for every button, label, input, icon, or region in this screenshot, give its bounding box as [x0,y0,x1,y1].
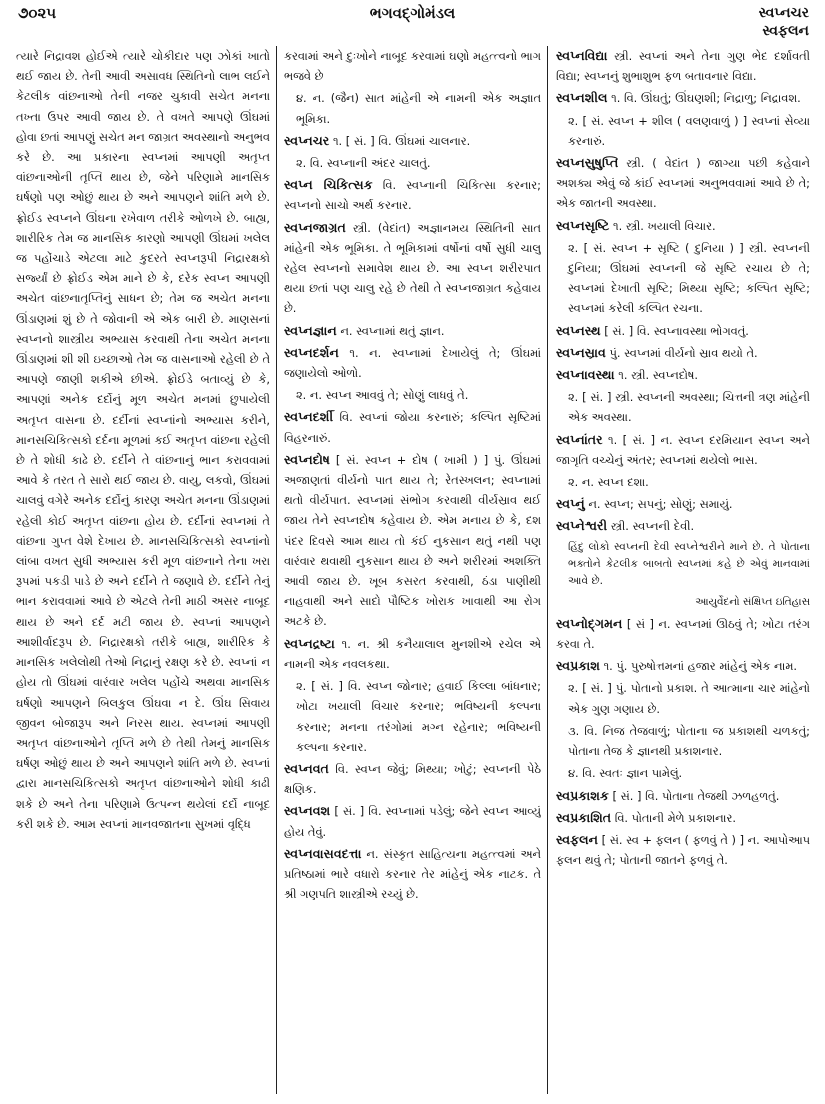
dictionary-entry [284,759,541,799]
dictionary-entry [556,494,810,514]
dictionary-entry [284,131,541,151]
entry-definition: ન. સ્વપ્ન; સપનું; સોણું; સમાયું. [588,497,733,512]
entry-headword: સ્વપ્નસૃષ્ટિ [556,217,610,233]
entry-definition: વિ. સ્વપ્નાં જોયા કરનારું; કલ્પિત સૃષ્ટિમાં વિહરનારું. [284,410,541,445]
entry-definition: ન. સ્વપ્નામાં થતું જ્ઞાન. [340,323,445,338]
entry-definition: [ સં. સ્વ + ફલન ( ફળવું તે ) ] ન. આપોઆપ ફલન થવું તે; પોતાની જાતને ફળવું તે. [556,832,810,868]
entry-definition: [ સં. સ્વપ્ન + દોષ ( ખામી ) ] પું. ઊંઘમાં અજાણતાં વીર્યનો પાત થાય તે; રેતસ્ખલન; સ્વપ્નામાં થતો વીર્યપાત. સ્વપ્નમાં સંભોગ કરવાથી વીર્યસ્રાવ થઈ જાય તેને સ્વપ્નદોષ કહેવાય છે. એમ મનાય છે કે, દશ પંદર દિવસે આમ થાય તો કંઈ નુકસાન થતું નથી પણ વારંવાર થવાથી નુકસાન થાય છે અને શરીરમાં અશક્તિ આવી જાય છે. ખૂબ કસરત કરવાથી, ઠંડા પાણીથી નાહવાથી અને સાદો પૌષ્ટિક ખોરાક ખાવાથી આ રોગ અટકે છે. [284,452,541,629]
entry-definition: ૧. [ સં. ] વિ. ઊંઘમાં ચાલનાર. [332,133,471,148]
dictionary-entry [556,516,810,536]
entry-definition: ૧. પું. પુરુષોત્તમનાં હજાર માંહેનું એક નામ. [603,659,797,674]
entry-headword: સ્વપ્નવશ [284,803,331,819]
page-number: ૭૦૨૫ [18,4,57,22]
dictionary-entry [284,801,541,841]
entry-headword: સ્વપ્નવિદ્યા [556,48,608,63]
dictionary-entry [556,46,810,86]
entry-headword: સ્વપ્નેશ્વરી [556,518,608,534]
entry-definition: ૧. [ સં. ] ન. સ્વપ્ન દરમિયાન સ્વપ્ન અને જાગૃતિ વચ્ચેનું અંતર; સ્વપ્નમાં થયેલો ભાસ. [556,432,810,467]
dictionary-entry [556,88,810,108]
entry-definition: ૨. ન. સ્વપ્ન આવવું તે; સોણું લાધવું તે. [296,388,469,403]
entry-definition: ૧. ન. સ્વપ્નામાં દેખાયેલું તે; ઊંઘમાં જણાયેલો ઓળો. [284,345,541,381]
column-2 [284,46,541,1094]
entry-headword: સ્વપ્રકાશક [556,787,609,803]
dictionary-entry [556,430,810,470]
entry-definition: વિ. સ્વપ્ન જેવું; મિથ્યા; ખોટું; સ્વપ્નની પેઠે ક્ષણિક. [284,761,541,797]
entry-headword: સ્વપ્નજ્ઞાન [284,322,337,338]
entry-headword: સ્વપ્નાંતર [556,431,603,447]
dictionary-entry [556,111,810,151]
entry-definition: ૧. સ્ત્રી. સ્વપ્નદોષ. [618,368,698,383]
entry-definition: ૨. [ સં. ] સ્ત્રી. સ્વપ્નની અવસ્થા; ચિત્તની ત્રણ માંહેની એક અવસ્થા. [568,390,810,425]
entry-definition: ૪. ન. (જૈન) સાત માંહેની એ નામની એક અજ્ઞાત ભૂમિકા. [296,91,541,126]
dictionary-entry [556,238,810,319]
dictionary-entry [284,343,541,383]
column-3 [556,46,810,1094]
entry-definition: ૨. [ સં. ] વિ. સ્વપ્ન જોનાર; હવાઈ કિલ્લા બાંધનાર; ખોટા ખયાલી વિચાર કરનાર; ભવિષ્યની કલ્પના કરનાર; મનના તરંગોમાં મગ્ન રહેનાર; ભવિષ્યની કલ્પના કરનાર. [296,679,541,754]
dictionary-entry [556,472,810,492]
column-1 [16,46,270,1094]
dictionary-entry [284,634,541,674]
guide-word-bottom: સ્વફલન [762,23,809,39]
dictionary-entry [556,321,810,341]
dictionary-entry [284,407,541,447]
dictionary-entry [284,676,541,757]
entry-definition: ૧. વિ. ઊંઘતું; ઊંઘણશી; નિદ્રાળુ; નિદ્રાવશ. [611,91,801,106]
entry-definition: ૪. વિ. સ્વતઃ જ્ઞાન પામેલું. [568,766,683,781]
entry-definition: સ્ત્રી. સ્વપ્નની દેવી. [610,519,695,534]
entry-definition: [ સં. ] વિ. પોતાના તેજથી ઝળહળતું. [612,788,780,803]
guide-words [759,4,809,40]
entry-definition: ૨. [ સં. ] પું. પોતાનો પ્રકાશ. તે આત્માના ચાર માંહેનો એક ગુણ ગણાય છે. [568,681,810,716]
entry-definition: ૧. ન. શ્રી કનૈયાલાલ મુનશીએ રચેલ એ નામની એક નવલકથા. [284,636,541,671]
entry-definition: વિ. સ્વપ્નાની ચિકિત્સા કરનાર; સ્વપ્નનો સાચો અર્થ કરનાર. [284,178,541,213]
dictionary-entry [556,830,810,870]
dictionary-entry [556,763,810,783]
dictionary-entry [284,46,541,86]
dictionary-entry [556,592,810,612]
entry-definition: કરવામાં અને દુઃખોને નાબૂદ કરવામાં ઘણો મહત્ત્વનો ભાગ ભજવે છે [284,49,541,84]
entry-headword: સ્વપ્નાવસ્થા [556,367,615,383]
dictionary-entry [284,153,541,173]
entry-headword: સ્વપ્નસ્થ [556,322,601,338]
entry-definition: ન. સંસ્કૃત સાહિત્યના મહત્ત્વમાં અને પ્રતિષ્ઠામાં ભારે વધારો કરનાર તેર માંહેનું એક નાટક. તે શ્રી ગણપતિ શાસ્ત્રીએ રચ્યું છે. [284,846,541,902]
dictionary-entry [556,614,810,654]
entry-definition: [ સં ] ન. સ્વપ્નમાં ઊઠવું તે; ખોટા તરંગ કરવા તે. [556,616,810,652]
entry-definition: ૨. [ સં. સ્વપ્ન + શીલ ( વલણવાળું ) ] સ્વપ્નાં સેવ્યા કરનારું. [568,113,810,148]
entry-definition: ૩. વિ. નિજ તેજવાળું; પોતાના જ પ્રકાશથી ચળકતું; પોતાના તેજ કે જ્ઞાનથી પ્રકાશનાર. [568,723,810,759]
entry-definition: ૨. [ સં. સ્વપ્ન + સૃષ્ટિ ( દુનિયા ) ] સ્ત્રી. સ્વપ્નની દુનિયા; ઊંઘમાં સ્વપ્નની જે સૃષ્ટિ રચાય છે તે; સ્વપ્નમાં દેખાતી સૃષ્ટિ; મિથ્યા સૃષ્ટિ; કલ્પિત સૃષ્ટિ; સ્વપ્નમાં કરેલી કલ્પિત રચના. [568,240,810,316]
entry-headword: સ્વપ્નું [556,496,585,512]
entry-definition: હિંદુ લોકો સ્વપ્નની દેવી સ્વપ્નેશ્વરીને માને છે. તે પોતાના ભક્તોને કેટલીક બાબતો સ્વપ્નમાં કહે છે એવું માનવામાં આવે છે. [568,540,810,587]
entry-definition: [ સં. ] વિ. સ્વપ્નામાં પડેલું; જેને સ્વપ્ન આવ્યું હોય તેવું. [284,804,541,839]
entry-headword: સ્વપ્નવાસવદત્તા [284,845,362,861]
entry-headword: સ્વપ્રકાશિત [556,809,612,825]
dictionary-entry [284,88,541,128]
dictionary-entry [284,450,541,632]
dictionary-entry [556,216,810,236]
dictionary-entry [284,218,541,319]
entry-headword: સ્વપ્નદર્શી [284,409,334,425]
entry-headword: સ્વપ્નસુષુપ્તિ [556,155,619,171]
dictionary-entry [284,175,541,215]
dictionary-entry [284,844,541,905]
entry-definition: સ્ત્રી. ( વેદાંત ) જાગ્યા પછી કહેવાને અશક્ય એવું જે કાંઈ સ્વપ્નમાં અનુભવવામાં આવે છે તે; એક જાતની અવસ્થા. [556,156,810,211]
entry-definition: ૨. વિ. સ્વપ્નાની અંદર ચાલતું. [296,156,431,171]
entry-headword: સ્વપ્નચર [284,132,330,148]
column-divider [547,46,548,1094]
column-divider [276,46,277,1094]
dictionary-entry [284,385,541,405]
dictionary-entry [556,656,810,676]
entry-headword: સ્વફલન [556,831,598,847]
entry-headword: સ્વપ્નસ્રાવ [556,344,606,360]
entry-definition: આયુર્વેદનો સંક્ષિપ્ત ઇતિહાસ [695,595,810,608]
continuation-paragraph: ત્યારે નિદ્રાવશ હોઈએ ત્યારે ચોકીદાર પણ ઝોકાં ખાતો થઈ જાય છે. તેની આવી અસાવધ સ્થિતિનો લાભ લઈને કેટલીક વાંછનાઓ તેની નજર ચુકાવી સચેત મનના તખ્તા ઉપર આવી જાય છે. તે વખતે આપણે ઊંઘમાં હોવા છતાં આપણું સચેત મન જાગ્રત અવસ્થાનો અનુભવ કરે છે. આ પ્રકારના સ્વપ્નમાં આપણી અતૃપ્ત વાંછનાઓની તૃપ્તિ થાય છે, જેને પરિણામે માનસિક ઘર્ષણો પણ ઓછું થાય છે અને આપણને શાંતિ મળે છે. ફ્રોઈડ સ્વપ્નને ઊંઘના રખેવાળ તરીકે ઓળખે છે. બાહ્ય, શારીરિક તેમ જ માનસિક કારણો આપણી ઊંઘમાં ખલેલ જ પહોંચાડે એટલા માટે કુદરતે સ્વપ્નરૂપી નિદ્રારક્ષકો સર્જ્યાં છે ફ્રોઈડ એમ માને છે કે, દરેક સ્વપ્ન આપણી અચેત વાંછનાતૃપ્તિનું સાધન છે; તેમ જ અચેત મનના ઊંડાણમાં શું છે તે જોવાની એ એક બારી છે. માણસનાં સ્વપ્નનો શાસ્ત્રીય અભ્યાસ કરવાથી તેના અચેત મનના ઊંડાણમાં શી શી ઇચ્છાઓ તેમ જ વાસનાઓ રહેલી છે તે આપણે જાણી શકીએ છીએ. ફ્રોઈડે બતાવ્યું છે કે, આપણાં અનેક દર્દોનું મૂળ અચેત મનમાં છુપાયેલી અતૃપ્ત વાસના છે. દર્દીનાં સ્વપ્નાંનો અભ્યાસ કરીને, માનસચિકિત્સકો દર્દના મૂળમાં કઈ અતૃપ્ત વાંછના રહેલી છે તે શોધી કાઢે છે. દર્દીને તે વાંછનાનું ભાન કરાવવામાં આવે કે તરત તે સારો થઈ જાય છે. વાયુ, લકવો, ઊંઘમાં ચાલવું વગેરે અનેક દર્દોનું કારણ અચેત મનના ઊંડાણમાં રહેલી કોઈ અતૃપ્ત વાંછના હોય છે. દર્દીનાં સ્વપ્નમાં તે વાંછના ગુપ્ત વેશે દેખાય છે. માનસચિકિત્સકો સ્વપ્નાંનો લાંબા વખત સુધી અભ્યાસ કરી મૂળ વાંછનાને તેના ખરા રૂપમાં પકડી પાડે છે અને દર્દીને તે જણાવે છે. દર્દીને તેનું ભાન કરાવવામાં આવે છે એટલે તેની માઠી અસર નાબૂદ થાય છે અને દર્દ મટી જાય છે. સ્વપ્નાં આપણને આશીર્વાદરૂપ છે. નિદ્રારક્ષકો તરીકે બાહ્ય, શારીરિક કે માનસિક ખલેલોથી તેઓ નિદ્રાનું રક્ષણ કરે છે. સ્વપ્નાં ન હોય તો ઊંઘમાં વારંવાર ખલેલ પહોંચે અથવા માનસિક ઘર્ષણો આપણને બિલકુલ ઊંઘવા ન દે. ઊંઘ સિવાય જીવન બોજારૂપ અને નિરસ થાય. સ્વપ્નમાં આપણી અતૃપ્ત વાંછનાઓને તૃપ્તિ મળે છે તેથી તેમનું માનસિક ઘર્ષણ ઓછું થાય છે અને આપણને શાંતિ મળે છે. સ્વપ્નાં દ્વારા માનસચિકિત્સકો અતૃપ્ત વાંછનાઓને શોધી કાઢી શકે છે અને તેના પરિણામે ઉત્પન્ન થયેલાં દર્દો નાબૂદ કરી શકે છે. આમ સ્વપ્નાં માનવજાતના સુખમાં વૃદ્ધિ [16,49,270,831]
dictionary-entry [556,153,810,214]
entry-definition: સ્ત્રી. સ્વપ્નાં અને તેના ગુણ ભેદ દર્શાવતી વિદ્યા; સ્વપ્નનું શુભાશુભ ફળ બતાવનાર વિદ્યા. [556,49,810,84]
entry-definition: વિ. પોતાની મેળે પ્રકાશનાર. [614,810,736,825]
entry-headword: સ્વપ્નશીલ [556,90,608,106]
dictionary-entry [556,721,810,761]
page-header [12,2,813,46]
dictionary-entry [556,387,810,427]
dictionary-entry [284,321,541,341]
entry-definition: સ્ત્રી. (વેદાંત) અજ્ઞાનમય સ્થિતિની સાત માંહેની એક ભૂમિકા. તે ભૂમિકામાં વર્ષોનાં વર્ષો સુધી ચાલુ રહેલ સ્વપ્નનો સમાવેશ થાય છે. આ સ્વપ્ન શરીરપાત થયા છતાં પણ ચાલુ રહે છે તેથી તે સ્વપ્નજાગ્રત કહેવાય છે. [284,220,541,316]
dictionary-entry [556,539,810,590]
entry-headword: સ્વપ્નદોષ [284,451,330,467]
dictionary-entry [556,343,810,363]
dictionary-entry [556,786,810,806]
entry-definition: પું. સ્વપ્નમાં વીર્યનો સ્રાવ થયો તે. [609,345,758,360]
entry-headword: સ્વપ્નોદ્ગમન [556,615,623,631]
entry-headword: સ્વપ્ન ચિકિત્સક [284,177,373,193]
entry-definition: ૧. સ્ત્રી. ખયાલી વિચાર. [613,218,716,233]
entry-definition: [ સં. ] વિ. સ્વપ્નાવસ્થા ભોગવતું. [604,323,749,338]
dictionary-entry [556,365,810,385]
entry-headword: સ્વપ્નદર્શન [284,344,339,360]
page-title: ભગવદ્ગોમંડલ [369,4,456,22]
entry-headword: સ્વપ્નદ્રષ્ટા [284,635,335,651]
dictionary-entry [556,808,810,828]
dictionary-entry [556,678,810,718]
entry-headword: સ્વપ્નજાગ્રત [284,219,346,235]
entry-headword: સ્વપ્રકાશ [556,658,600,674]
entry-definition: ૨. ન. સ્વપ્ન દશા. [568,475,649,490]
entry-headword: સ્વપ્નવત [284,760,329,776]
guide-word-top: સ્વપ્નચર [758,5,809,21]
